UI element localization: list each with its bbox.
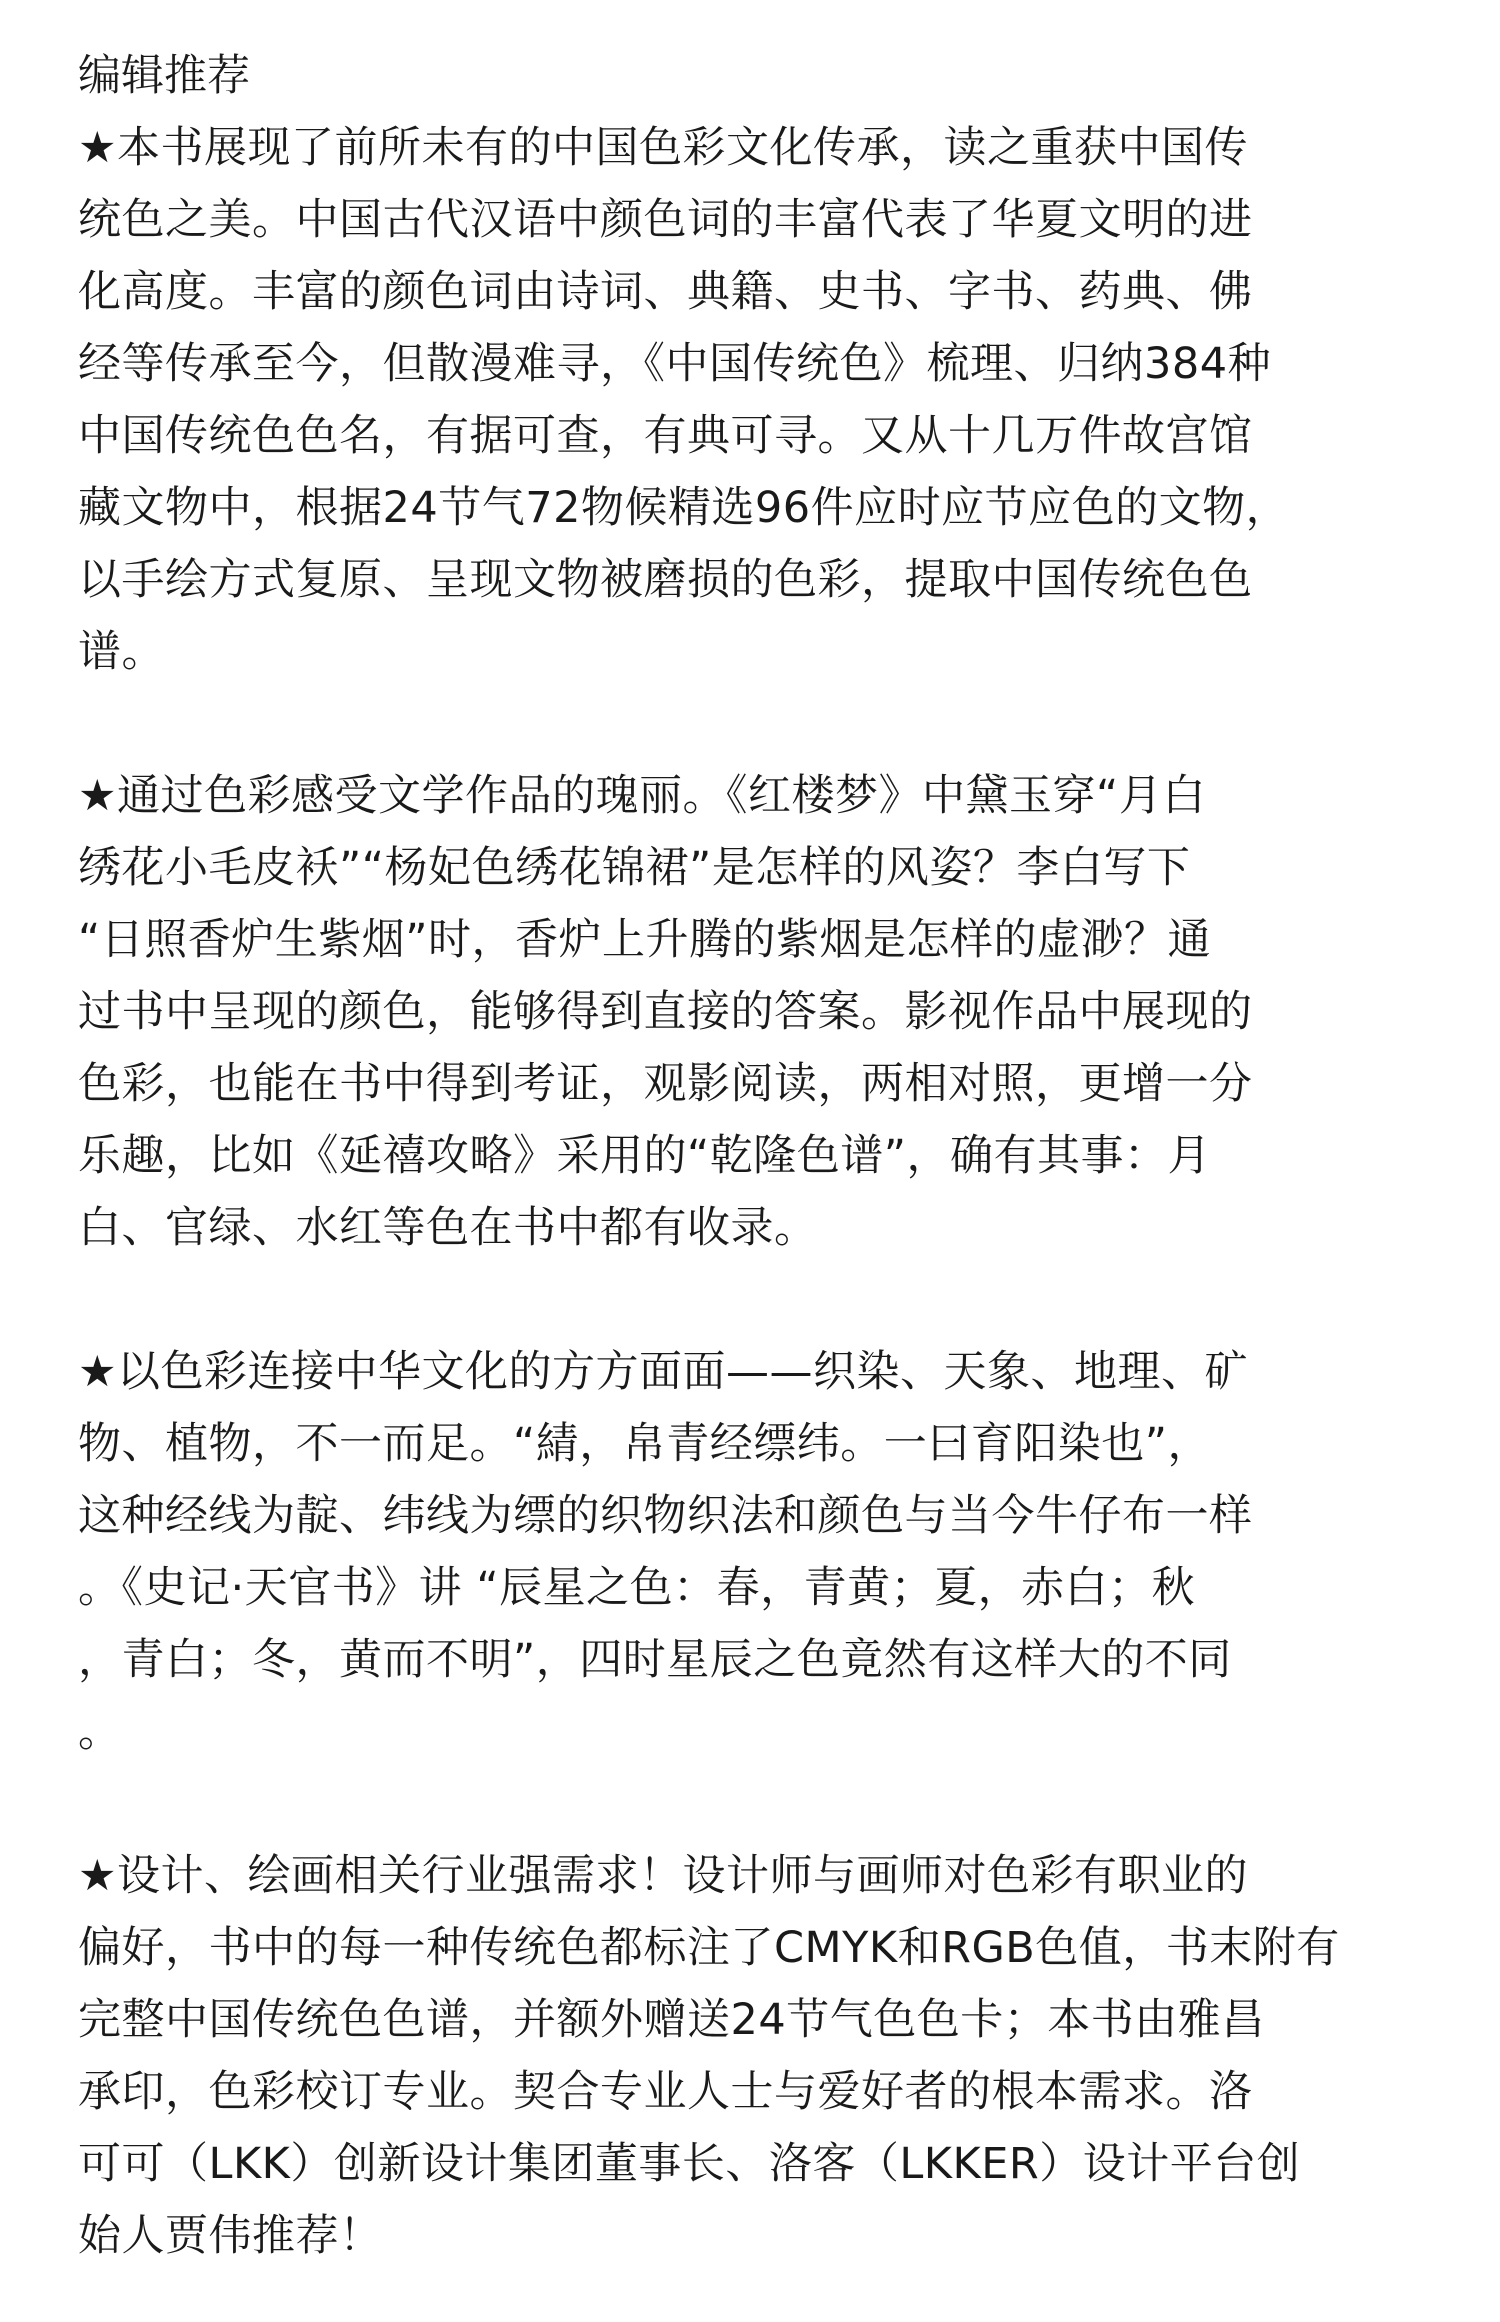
paragraph-literature: ★通过色彩感受文学作品的瑰丽。《红楼梦》中黛玉穿“月白 绣花小毛皮袄”“杨妃色绣花锦裙”是怎样的风姿？李白写下 “日照香炉生紫烟”时，香炉上升腾的紫烟是怎样的虚渺？通 过书中呈现的颜色，能够得到直接的答案。影视作品中展现的 色彩，也能在书中得到考证，观影阅读，两相对照，更增一分 乐趣，比如《延禧攻略》采用的“乾隆色谱”，确有其事：月 白、官绿、水红等色在书中都有收录。 (78, 771, 1253, 1253)
paragraph-cultural-heritage: ★本书展现了前所未有的中国色彩文化传承，读之重获中国传 统色之美。中国古代汉语中颜色词的丰富代表了华夏文明的进 化高度。丰富的颜色词由诗词、典籍、史书、字书、药典、佛 经等传承至今，但散漫难寻，《中国传统色》梳理、归纳384种 中国传统色色名，有据可查，有典可寻。又从十几万件故宫馆 藏文物中，根据24节气72物候精选96件应时应节应色的文物， 以手绘方式复原、呈现文物被磨损的色彩，提取中国传统色色 谱。 (78, 123, 1290, 677)
section-heading: 编辑推荐 (78, 51, 250, 101)
paragraph-chinese-culture: ★以色彩连接中华文化的方方面面——织染、天象、地理、矿 物、植物，不一而足。“綪，帛青经缥纬。一曰育阳染也”， 这种经线为靛、纬线为缥的织物织法和颜色与当今牛仔布一样 。《史记·天官书》讲 “辰星之色：春，青黄；夏，赤白；秋 ，青白；冬，黄而不明”，四时星辰之色竟然有这样大的不同 。 (78, 1347, 1253, 1757)
paragraph-design-industry: ★设计、绘画相关行业强需求！设计师与画师对色彩有职业的 偏好，书中的每一种传统色都标注了CMYK和RGB色值，书末附有 完整中国传统色色谱，并额外赠送24节气色色卡；本书由雅昌 承印，色彩校订专业。契合专业人士与爱好者的根本需求。洛 可可（LKK）创新设计集团董事长、洛客（LKKER）设计平台创 始人贾伟推荐！ (78, 1851, 1340, 2261)
